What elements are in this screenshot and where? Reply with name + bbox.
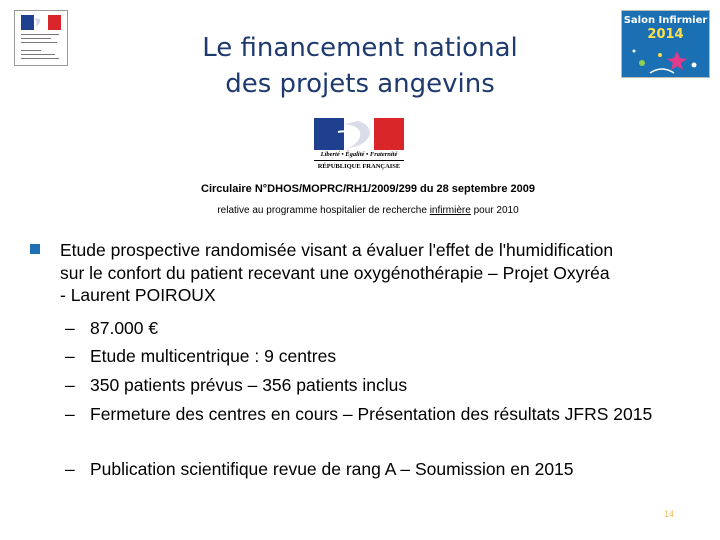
salon-infirmier-logo: [621, 10, 710, 78]
main-item: Etude prospective randomisée visant a évaluer l'effet de l'humidification sur le confort du patient recevant une oxygénothérapie – Projet Oxyréa - Laurent POIROUX: [60, 240, 614, 305]
circulaire-title: Circulaire N°DHOS/MOPRC/RH1/2009/299 du 28 septembre 2009: [201, 183, 535, 195]
sub-item-centres: Etude multicentrique : 9 centres: [90, 346, 337, 366]
square-bullet-icon: [30, 244, 40, 254]
sub-item-patients: 350 patients prévus – 356 patients inclus: [90, 375, 408, 395]
slide-title: [150, 30, 570, 102]
salon-decoration-icon: [622, 43, 709, 77]
rf-motto: Liberté • Égalité • Fraternité: [320, 151, 398, 158]
title-line-1: Le financement national: [202, 33, 518, 63]
dash-bullet: –: [65, 459, 75, 479]
dash-bullet: –: [65, 375, 75, 395]
page-number: 14: [664, 509, 675, 519]
sub-item-publication: Publication scientifique revue de rang A – Soumission en 2015: [90, 459, 574, 479]
circulaire-subtitle-before: relative au programme hospitalier de recherche: [217, 205, 430, 216]
salon-badge-line2: 2014: [647, 27, 684, 42]
dash-bullet: –: [65, 318, 75, 338]
circulaire-subtitle: [120, 205, 616, 216]
sub-item-cost: 87.000 €: [90, 318, 159, 338]
salon-badge-line1: Salon Infirmier: [623, 15, 708, 26]
circulaire-subtitle-underlined: infirmière: [429, 205, 471, 216]
dash-bullet: –: [65, 404, 75, 424]
sub-item-fermeture: Fermeture des centres en cours – Présentation des résultats JFRS 2015: [90, 404, 653, 424]
ministry-logo: [14, 10, 68, 66]
dash-bullet: –: [65, 346, 75, 366]
rf-name: RÉPUBLIQUE FRANÇAISE: [317, 163, 401, 170]
circulaire-subtitle-after: pour 2010: [470, 205, 519, 216]
title-line-2: des projets angevins: [225, 69, 495, 99]
marianne-flag-icon: [21, 15, 61, 30]
